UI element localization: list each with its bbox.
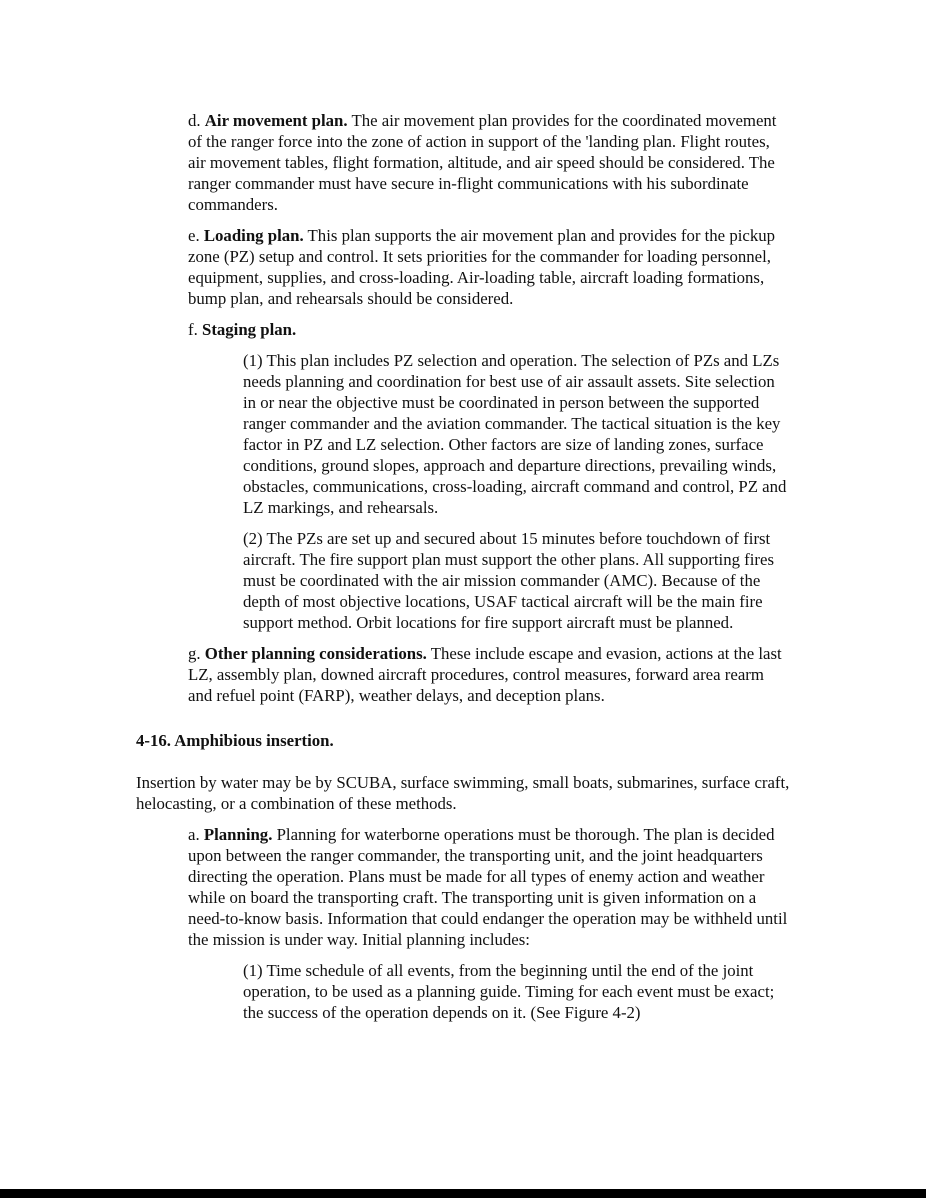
- paragraph-letter: e.: [188, 226, 204, 245]
- paragraph-staging-plan: [188, 319, 790, 340]
- paragraph-body: This plan supports the air movement plan and provides for the pickup zone (PZ) setup and control. It sets priorities for the commander for loading personnel, equipment, supplies, and cross-loading. Air-loading table, aircraft loading formations, bump plan, and rehearsals should be considered.: [188, 226, 775, 308]
- paragraph-lead: Planning.: [203, 825, 273, 844]
- page-bottom-edge: [0, 1189, 926, 1198]
- paragraph-letter: f.: [188, 320, 202, 339]
- paragraph-letter: d.: [188, 111, 205, 130]
- paragraph-lead: Staging plan.: [201, 320, 297, 339]
- paragraph-letter: g.: [188, 644, 205, 663]
- paragraph-body: These include escape and evasion, actions at the last LZ, assembly plan, downed aircraft procedures, control measures, forward area rearm and refuel point (FARP), weather delays, and deception plans.: [188, 644, 782, 705]
- subparagraph-staging-1: [243, 350, 790, 518]
- paragraph-lead: Loading plan.: [203, 226, 304, 245]
- paragraph-body: (1) Time schedule of all events, from the beginning until the end of the joint operation, to be used as a planning guide. Timing for each event must be exact; the success of the operation depends on it. (See Figure 4-2): [243, 961, 775, 1022]
- paragraph-air-movement-plan: [188, 110, 790, 215]
- paragraph-body: (1) This plan includes PZ selection and operation. The selection of PZs and LZs needs planning and coordination for best use of air assault assets. Site selection in or near the objective must be coordinated in person between the supported ranger commander and the aviation commander. The tactical situation is the key factor in PZ and LZ selection. Other factors are size of landing zones, surface conditions, ground slopes, approach and departure directions, prevailing winds, obstacles, communications, cross-loading, aircraft command and control, PZ and LZ markings, and rehearsals.: [243, 351, 787, 517]
- paragraph-body: (2) The PZs are set up and secured about 15 minutes before touchdown of first aircraft. The fire support plan must support the other plans. All supporting fires must be coordinated with the air mission commander (AMC). Because of the depth of most objective locations, USAF tactical aircraft will be the main fire support method. Orbit locations for fire support aircraft must be planned.: [243, 529, 774, 632]
- paragraph-amphibious-intro: Insertion by water may be by SCUBA, surface swimming, small boats, submarines, surface craft, helocasting, or a combination of these methods.: [136, 773, 790, 813]
- subparagraph-planning-1: [243, 960, 790, 1023]
- paragraph-letter: a.: [188, 825, 204, 844]
- paragraph-other-planning-considerations: [188, 643, 790, 706]
- paragraph-lead: Other planning considerations.: [204, 644, 427, 663]
- section-heading-amphibious-insertion: 4-16. Amphibious insertion.: [136, 731, 334, 750]
- paragraph-body: The air movement plan provides for the coordinated movement of the ranger force into the zone of action in support of the 'landing plan. Flight routes, air movement tables, flight formation, altitude, and air speed should be considered. The ranger commander must have secure in-flight communications with his subordinate commanders.: [188, 111, 777, 214]
- paragraph-body: Planning for waterborne operations must be thorough. The plan is decided upon between the ranger commander, the transporting unit, and the joint headquarters directing the operation. Plans must be made for all types of enemy action and weather while on board the transporting craft. The transporting unit is given information on a need-to-know basis. Information that could endanger the operation may be withheld until the mission is under way. Initial planning includes:: [188, 825, 788, 949]
- paragraph-lead: Air movement plan.: [204, 111, 348, 130]
- paragraph-planning: [188, 824, 790, 950]
- paragraph-loading-plan: [188, 225, 790, 309]
- subparagraph-staging-2: [243, 528, 790, 633]
